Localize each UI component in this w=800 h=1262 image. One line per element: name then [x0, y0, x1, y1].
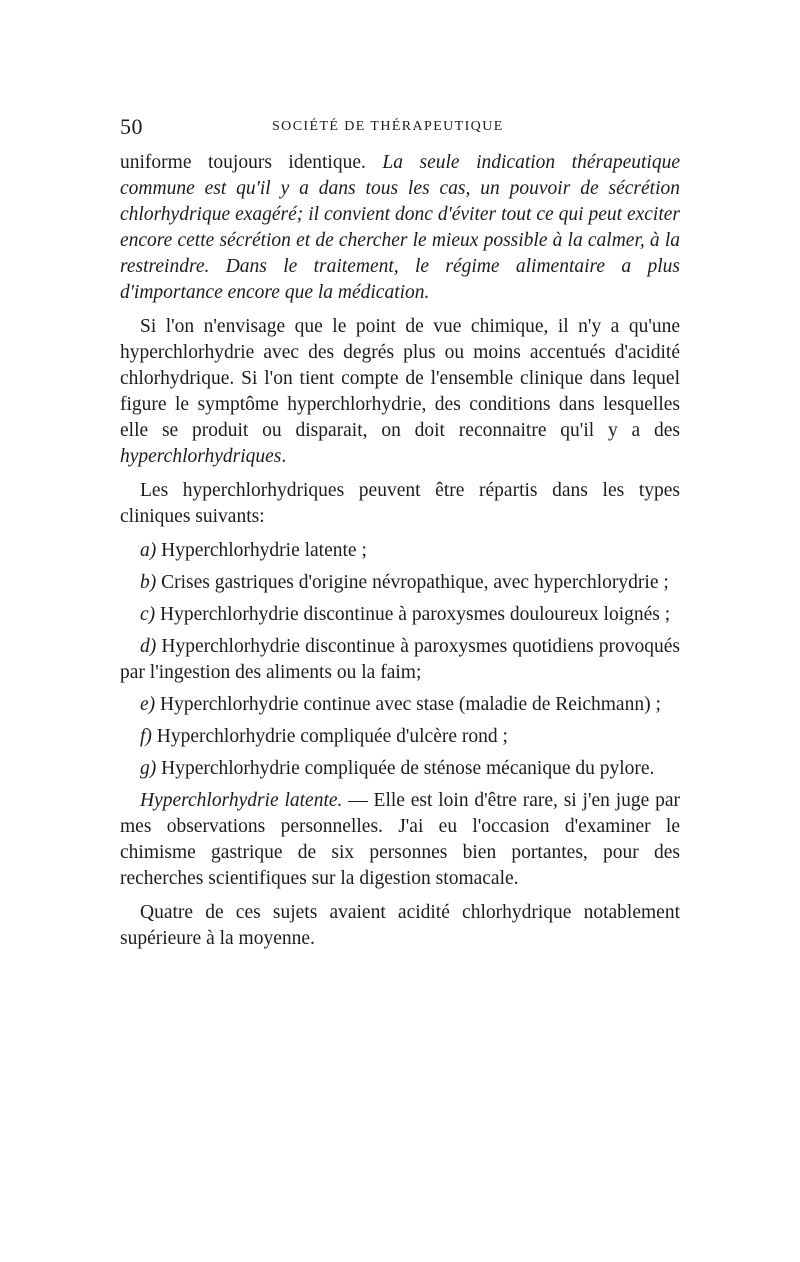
page-header — [120, 114, 680, 138]
list-text: Hyperchlorhydrie compliquée d'ulcère rond ; — [151, 726, 508, 747]
paragraph-4 — [120, 788, 680, 892]
list-item — [120, 538, 680, 564]
list-item — [120, 692, 680, 718]
paragraph-1 — [120, 150, 680, 306]
paragraph-2-end: . — [281, 446, 287, 467]
paragraph-3: Les hyperchlorhydriques peuvent être répartis dans les types cliniques suivants: — [120, 480, 680, 527]
paragraph-2 — [120, 314, 680, 470]
list-marker: d) — [140, 636, 157, 657]
list-marker: a) — [140, 540, 157, 561]
list-text: Hyperchlorhydrie compliquée de sténose mécanique du pylore. — [156, 758, 655, 779]
list-item — [120, 602, 680, 628]
list-text: Hyperchlorhydrie discontinue à paroxysmes quotidiens provoqués par l'ingestion des aliments ou la faim; — [120, 636, 680, 683]
list-marker: c) — [140, 604, 156, 625]
paragraph-1-italic: La seule indication thérapeutique commune est qu'il y a dans tous les cas, un pouvoir de sécrétion chlorhydrique exagéré; il convient donc d'éviter tout ce qui peut exciter encore cette sécrétion et de chercher le mieux possible à la calmer, à la restreindre. Dans le traitement, le régime alimentaire a plus d'importance encore que la médication. — [120, 152, 680, 303]
page-number: 50 — [120, 114, 143, 139]
paragraph-2-plain: Si l'on n'envisage que le point de vue chimique, il n'y a qu'une hyperchlorhydrie avec des degrés plus ou moins accentués d'acidité chlorhydrique. Si l'on tient compte de l'ensemble clinique dans lequel figure le symptôme hyperchlorhydrie, des conditions dans lesquelles elle se produit ou disparait, on doit reconnaitre qu'il y a des — [120, 316, 680, 441]
page-body — [120, 150, 680, 960]
section-heading-inline: Hyperchlorhydrie latente. — [140, 790, 343, 811]
list-marker: e) — [140, 694, 156, 715]
list-text: Hyperchlorhydrie continue avec stase (maladie de Reichmann) ; — [155, 694, 661, 715]
list-item — [120, 570, 680, 596]
paragraph-1-plain: uniforme toujours identique. — [120, 152, 383, 173]
list-text: Hyperchlorhydrie latente ; — [156, 540, 367, 561]
list-text: Crises gastriques d'origine névropathique, avec hyperchlorydrie ; — [156, 572, 669, 593]
paragraph-2-italic: hyperchlorhydriques — [120, 446, 282, 467]
list-text: Hyperchlorhydrie discontinue à paroxysmes douloureux loignés ; — [155, 604, 671, 625]
list-item — [120, 756, 680, 782]
list-item — [120, 724, 680, 750]
paragraph-4-plain: — Elle est loin d'être rare, si j'en juge par mes observations personnelles. J'ai eu l'occasion d'examiner le chimisme gastrique de six personnes bien portantes, pour des recherches scientifiques sur la digestion stomacale. — [120, 790, 681, 889]
paragraph-5: Quatre de ces sujets avaient acidité chlorhydrique notablement supérieure à la moyenne. — [120, 902, 680, 949]
list-marker: f) — [140, 726, 152, 747]
clinical-types-list — [120, 538, 680, 782]
list-marker: b) — [140, 572, 157, 593]
running-title: SOCIÉTÉ DE THÉRAPEUTIQUE — [272, 119, 504, 134]
list-item — [120, 634, 680, 686]
list-marker: g) — [140, 758, 157, 779]
